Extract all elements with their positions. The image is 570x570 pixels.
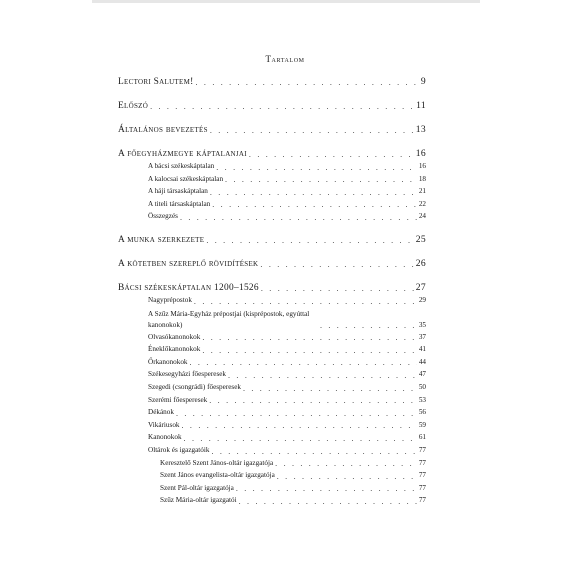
toc-subentry[interactable]: [118, 381, 426, 394]
dot-leader: [196, 79, 419, 88]
toc-entry-page: 21: [418, 187, 426, 196]
toc-entry-label: Dékánok: [148, 408, 174, 417]
toc-subentry[interactable]: [118, 198, 426, 211]
toc-entry-label: A kötetben szereplő rövidítések: [118, 258, 259, 269]
toc-entry-page: 44: [418, 357, 426, 366]
toc-subentry[interactable]: [118, 419, 426, 432]
toc-entry-page: 16: [415, 148, 426, 159]
dot-leader: [209, 397, 417, 406]
toc-entry-label: Szerémi főesperesek: [148, 395, 208, 404]
toc-subentry[interactable]: [118, 210, 426, 223]
toc-subentry[interactable]: [118, 173, 426, 186]
dot-leader: [210, 189, 417, 198]
toc-entry[interactable]: [118, 76, 426, 88]
toc-entry-page: 47: [418, 370, 426, 379]
toc-entry-page: 41: [418, 345, 426, 354]
toc-entry[interactable]: [118, 234, 426, 246]
dot-leader: [206, 237, 413, 246]
toc-entry-page: 50: [418, 382, 426, 391]
dot-leader: [277, 473, 417, 482]
dot-leader: [202, 334, 417, 343]
toc-entry-page: 77: [418, 483, 426, 492]
toc-entry-page: 18: [418, 174, 426, 183]
toc-entry-label: A munka szerkezete: [118, 234, 205, 245]
toc-entry-label: Kanonokok: [148, 433, 182, 442]
dot-leader: [239, 498, 417, 507]
toc-entry-page: 61: [418, 433, 426, 442]
toc-entry-page: 9: [420, 76, 426, 87]
toc-entry[interactable]: [118, 124, 426, 136]
dot-leader: [225, 176, 417, 185]
dot-leader: [180, 214, 417, 223]
toc-subentry[interactable]: [118, 294, 426, 307]
toc-entry-label: Vikáriusok: [148, 420, 180, 429]
toc-entry-page: 35: [418, 320, 426, 329]
toc-entry-page: 77: [418, 458, 426, 467]
toc-entry-label: Szent János evangelista-oltár igazgatója: [160, 471, 275, 480]
dot-leader: [190, 359, 417, 368]
dot-leader: [210, 127, 414, 136]
toc-entry-page: 25: [415, 233, 426, 245]
toc-entry-label: Őrkanonokok: [148, 357, 188, 366]
dot-leader: [176, 410, 417, 419]
toc-entry-label: A bácsi székeskáptalan: [148, 162, 215, 170]
toc-subentry[interactable]: [118, 368, 426, 381]
toc-entry-page: 16: [418, 162, 426, 170]
toc-entry-label: Szent Pál-oltár igazgatója: [160, 483, 234, 492]
toc-entry-label: Összegzés: [148, 212, 178, 221]
toc-subentry[interactable]: [118, 307, 426, 331]
toc-subentry[interactable]: [118, 160, 426, 173]
dot-leader: [249, 151, 414, 160]
dot-leader: [228, 372, 417, 381]
dot-leader: [261, 285, 414, 294]
toc-subsubentry[interactable]: [118, 482, 426, 495]
toc-entry-page: 77: [418, 445, 426, 454]
toc-entry-page: 59: [418, 420, 426, 429]
toc-entry-label: Szegedi (csongrádi) főesperesek: [148, 382, 241, 391]
toc-subsubentry[interactable]: [118, 469, 426, 482]
toc-entry-page: 24: [418, 212, 426, 221]
toc-subentry[interactable]: [118, 356, 426, 369]
toc-subentry[interactable]: [118, 394, 426, 407]
toc-subentry[interactable]: [118, 343, 426, 356]
toc-subentry[interactable]: [118, 431, 426, 444]
table-of-contents: [118, 76, 426, 507]
toc-entry-page: 26: [415, 257, 426, 269]
dot-leader: [182, 422, 417, 431]
toc-entry-page: 29: [418, 295, 426, 304]
toc-entry-label: A titeli társaskáptalan: [148, 199, 211, 208]
toc-entry-page: 27: [415, 281, 426, 293]
toc-entry-page: 77: [418, 496, 426, 505]
dot-leader: [194, 298, 417, 307]
dot-leader: [275, 460, 417, 469]
toc-entry-label: A kalocsai székeskáptalan: [148, 174, 224, 183]
dot-leader: [243, 385, 417, 394]
dot-leader: [260, 261, 413, 270]
toc-entry-page: 11: [416, 100, 426, 111]
toc-entry-label: A főegyházmegye káptalanjai: [118, 149, 247, 159]
toc-subsubentry[interactable]: [118, 494, 426, 507]
toc-entry-page: 22: [418, 199, 426, 208]
toc-entry-page: 53: [418, 395, 426, 404]
toc-entry-page: 13: [415, 124, 426, 135]
toc-entry-label: Keresztelő Szent János-oltár igazgatója: [160, 458, 274, 467]
toc-subsubentry[interactable]: [118, 457, 426, 470]
page-title: Tartalom: [265, 54, 305, 64]
toc-entry-label: Éneklőkanonokok: [148, 345, 201, 354]
toc-entry-label: A hájі társaskáptalan: [148, 187, 208, 196]
dot-leader: [150, 103, 414, 112]
toc-entry[interactable]: [118, 282, 426, 294]
toc-entry-label: Általános bevezetés: [118, 125, 208, 135]
toc-entry-page: 56: [418, 408, 426, 417]
toc-entry-label: Lectori Salutem!: [118, 77, 194, 87]
toc-subentry[interactable]: [118, 444, 426, 457]
dot-leader: [202, 347, 417, 356]
dot-leader: [184, 435, 417, 444]
toc-entry-label: Szűz Mária-oltár igazgatói: [160, 496, 237, 505]
toc-entry-label: A Szűz Mária-Egyház prépostjai (kisprépostok, egyúttal kanonokok): [148, 309, 310, 329]
toc-entry-label: Nagyprépostok: [148, 295, 192, 304]
toc-subentry[interactable]: [118, 185, 426, 198]
dot-leader: [216, 164, 417, 173]
toc-entry[interactable]: [118, 258, 426, 270]
toc-entry[interactable]: [118, 100, 426, 112]
dot-leader: [236, 485, 417, 494]
toc-entry-page: 77: [418, 471, 426, 480]
toc-entry-label: Bácsi székeskáptalan 1200–1526: [118, 282, 259, 293]
dot-leader: [320, 322, 417, 331]
toc-entry-page: 37: [418, 332, 426, 341]
dot-leader: [212, 201, 417, 210]
toc-subentry[interactable]: [118, 331, 426, 344]
toc-subentry[interactable]: [118, 406, 426, 419]
toc-entry-label: Olvasókanonokok: [148, 332, 201, 341]
dot-leader: [211, 448, 416, 457]
toc-entry-label: Előszó: [118, 101, 149, 111]
toc-entry-label: Székesegyházi főesperesek: [148, 370, 227, 379]
toc-entry[interactable]: [118, 148, 426, 160]
toc-entry-label: Oltárok és igazgatóik: [148, 445, 210, 454]
